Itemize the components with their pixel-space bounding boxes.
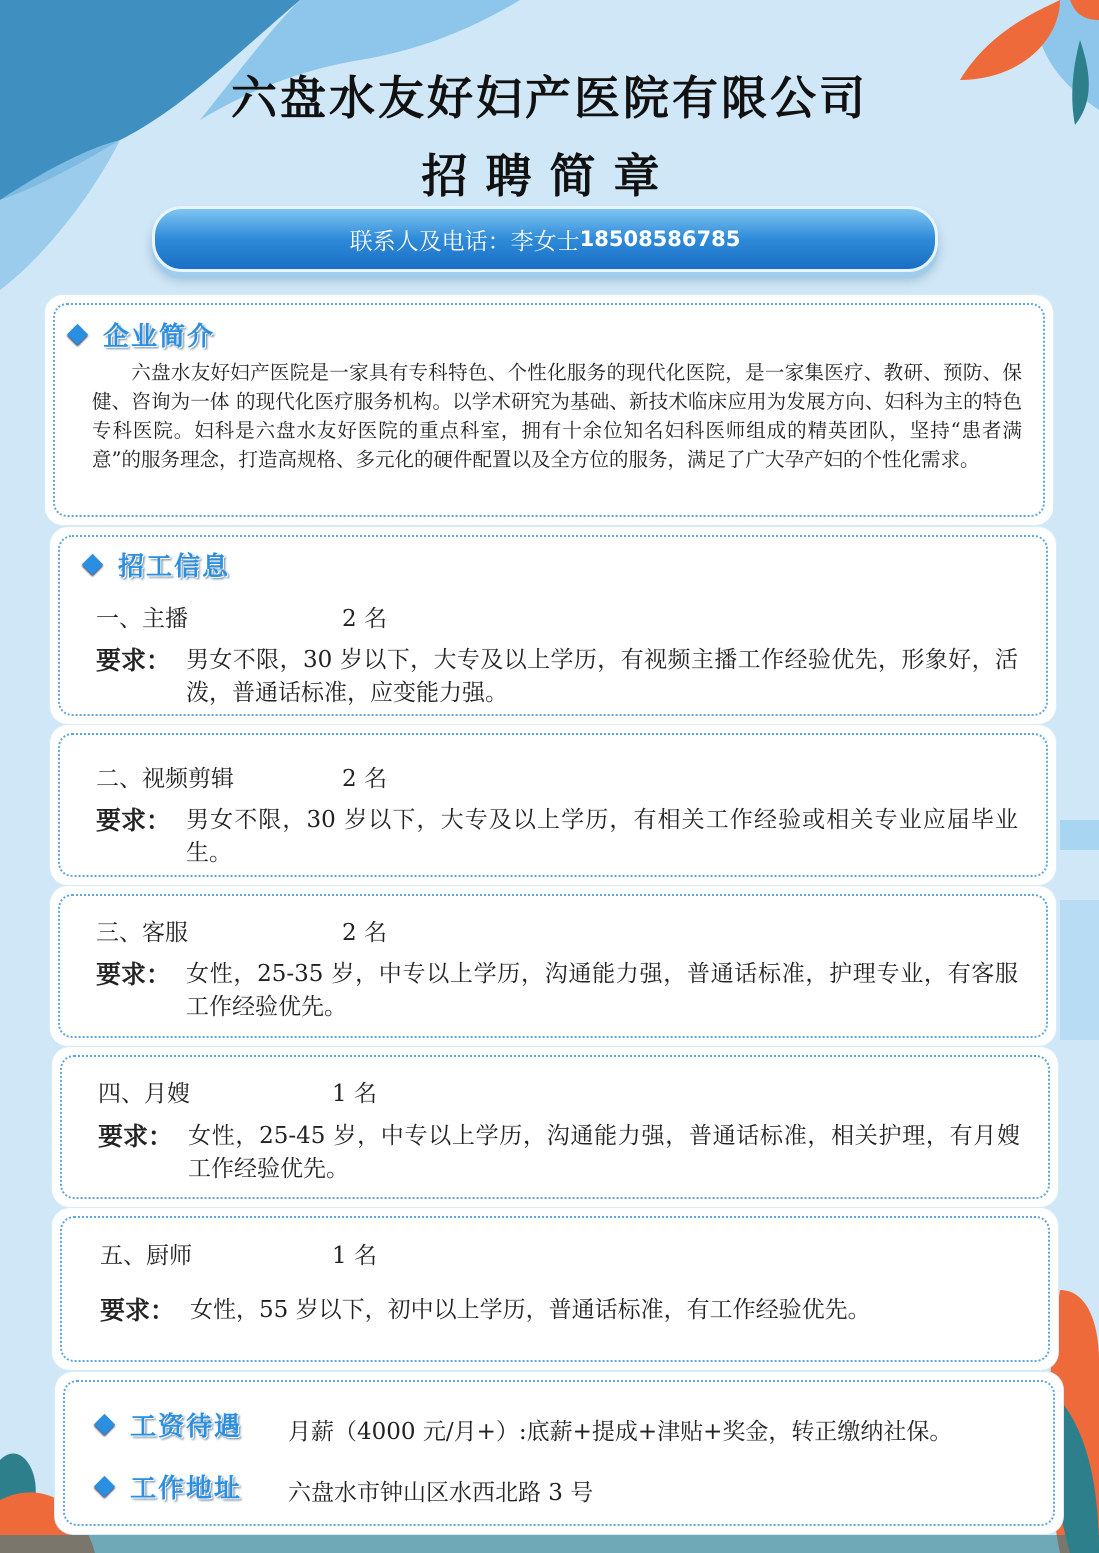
job-requirement: 要求： 女性，25-45 岁，中专以上学历，沟通能力强，普通话标准，相关护理，有月嫂工作经验优先。: [98, 1122, 1020, 1182]
job-title: 三、客服: [96, 920, 188, 946]
diamond-icon: [82, 554, 103, 575]
job-card-5: [52, 1208, 1058, 1370]
diamond-icon: [94, 1414, 115, 1435]
contact-label: 联系人及电话：李女士: [349, 228, 580, 255]
job-count: 2 名: [342, 606, 387, 632]
job-requirement: 要求： 女性，55 岁以下，初中以上学历，普通话标准，有工作经验优先。: [100, 1296, 871, 1325]
job-count: 2 名: [342, 766, 387, 792]
recruit-heading: 招工信息: [85, 546, 230, 583]
address-heading: 工作地址: [97, 1468, 242, 1505]
job-requirement: 要求： 女性，25-35 岁，中专以上学历，沟通能力强，普通话标准，护理专业，有客服工作经验优先。: [96, 960, 1018, 1020]
company-title: 六盘水友好妇产医院有限公司: [231, 71, 868, 125]
job-count: 1 名: [332, 1243, 377, 1269]
recruit-subtitle: 招聘简章: [421, 149, 678, 203]
address-text: 六盘水市钟山区水西北路 3 号: [288, 1480, 594, 1506]
benefits-card: [55, 1372, 1063, 1534]
job-title: 一、主播: [96, 606, 188, 632]
job-title: 四、月嫂: [98, 1081, 190, 1107]
job-title: 二、视频剪辑: [96, 766, 234, 792]
intro-text: 六盘水友好妇产医院是一家具有专科特色、个性化服务的现代化医院，是一家集医疗、教研、预防、保健、咨询为一体 的现代化医疗服务机构。以学术研究为基础、新技术临床应用为发展方向、妇科为主的特色专科医院。妇科是六盘水友好医院的重点科室，拥有十余位知名妇科医师组成的精英团队，坚持“患者满意”的服务理念，打造高规格、多元化的硬件配置以及全方位的服务，满足了广大孕产妇的个性化需求。: [92, 361, 1022, 471]
salary-heading: 工资待遇: [97, 1406, 242, 1443]
salary-text: 月薪（4000 元/月+）:底薪+提成+津贴+奖金，转正缴纳社保。: [288, 1419, 953, 1445]
contact-phone: 18508586785: [579, 227, 741, 251]
job-title: 五、厨师: [100, 1243, 192, 1269]
job-count: 2 名: [342, 920, 387, 946]
diamond-icon: [94, 1476, 115, 1497]
job-requirement: 要求： 男女不限，30 岁以下，大专及以上学历，有视频主播工作经验优先，形象好，活泼，普通话标准，应变能力强。: [96, 646, 1018, 706]
intro-heading: 企业简介: [70, 316, 215, 353]
job-requirement: 要求： 男女不限，30 岁以下，大专及以上学历，有相关工作经验或相关专业应届毕业生。: [96, 806, 1018, 866]
contact-bar: [152, 206, 938, 272]
job-count: 1 名: [332, 1081, 377, 1107]
diamond-icon: [67, 324, 88, 345]
